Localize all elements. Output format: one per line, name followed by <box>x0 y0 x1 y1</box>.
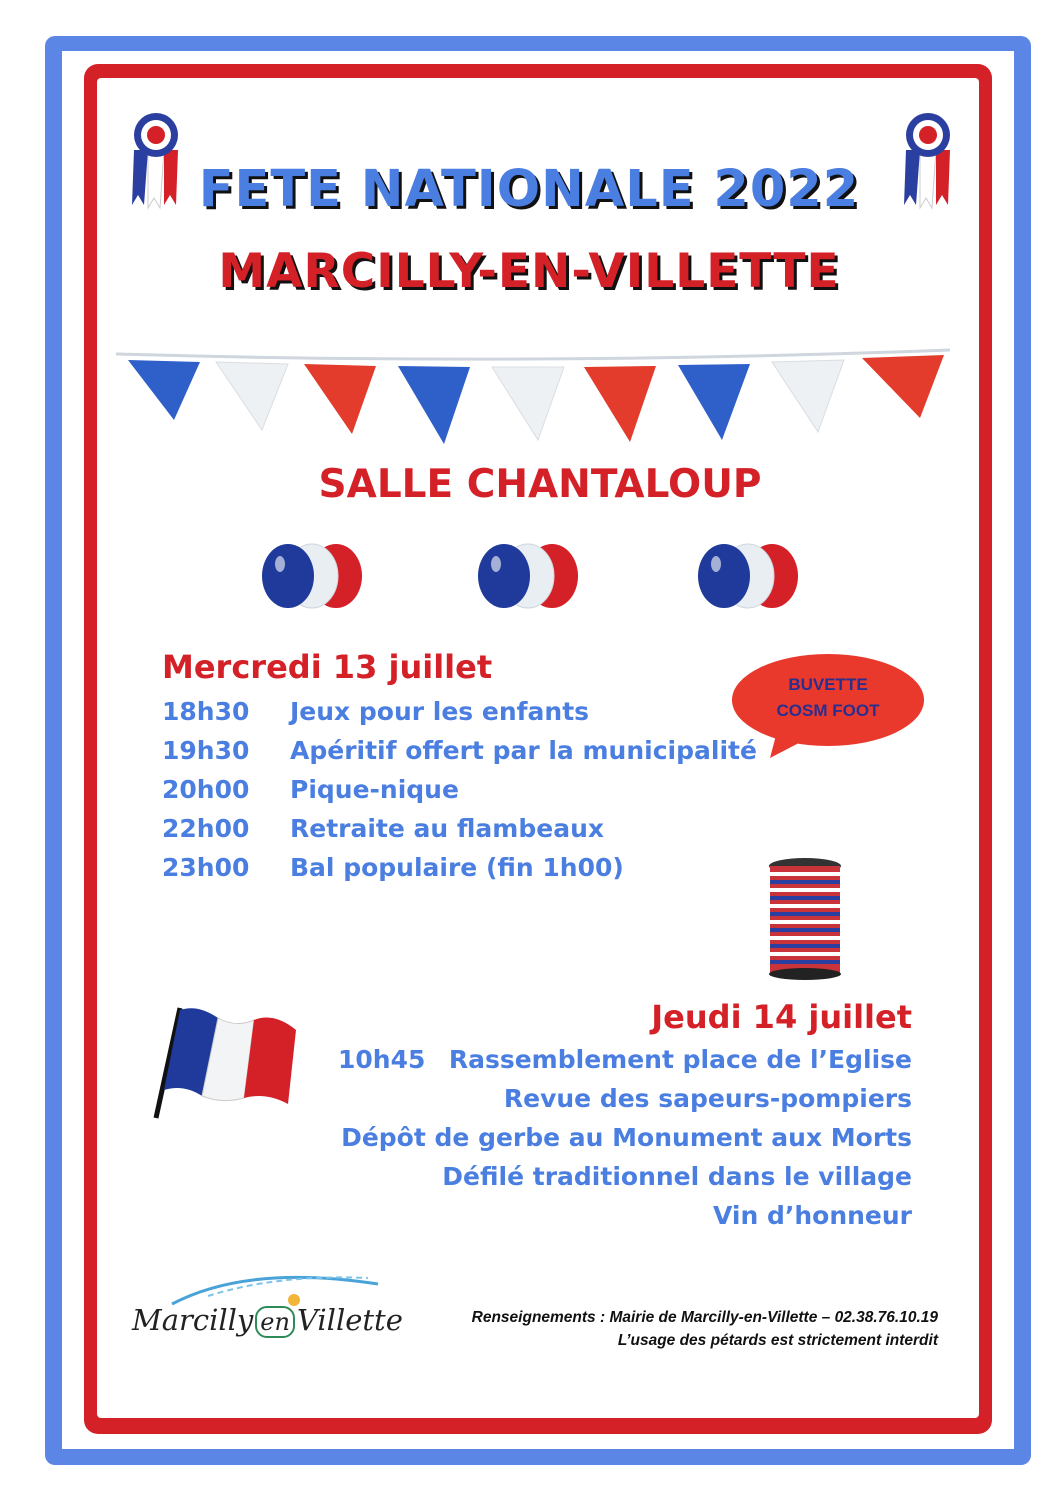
schedule-row <box>162 736 757 775</box>
footer-info <box>472 1306 938 1352</box>
page-subtitle: MARCILLY-EN-VILLETTE <box>218 244 840 299</box>
lantern-icon <box>760 856 850 982</box>
logo <box>132 1303 403 1337</box>
schedule-time: 19h30 <box>162 736 250 765</box>
day-13-title: Mercredi 13 juillet <box>162 648 493 686</box>
bubble-line-2: COSM FOOT <box>776 701 880 720</box>
balloon-icon-3 <box>694 540 804 620</box>
schedule-label: Retraite au flambeaux <box>290 814 605 843</box>
schedule-time: 20h00 <box>162 775 250 804</box>
bubble-text <box>730 672 926 724</box>
schedule-label: Dépôt de gerbe au Monument aux Morts <box>341 1123 912 1152</box>
day-14-schedule <box>341 1045 912 1240</box>
schedule-time: 10h45 <box>338 1045 426 1074</box>
schedule-row <box>162 697 757 736</box>
schedule-label: Jeux pour les enfants <box>290 697 590 726</box>
logo-text-mid: en <box>255 1306 295 1338</box>
schedule-label: Défilé traditionnel dans le village <box>442 1162 912 1191</box>
page-title: FETE NATIONALE 2022 <box>198 160 860 219</box>
day-14-title: Jeudi 14 juillet <box>651 998 912 1036</box>
footer-info-line-2: L’usage des pétards est strictement interdit <box>617 1332 938 1349</box>
schedule-label: Vin d’honneur <box>712 1201 912 1230</box>
bunting-icon <box>108 340 958 450</box>
logo-text-left: Marcilly <box>132 1303 254 1337</box>
balloon-icon-2 <box>474 540 584 620</box>
schedule-time: 18h30 <box>162 697 250 726</box>
schedule-time: 23h00 <box>162 853 250 882</box>
bubble-line-1: BUVETTE <box>788 675 868 694</box>
schedule-label: Rassemblement place de l’Eglise <box>448 1045 912 1074</box>
footer-info-line-1: Renseignements : Mairie de Marcilly-en-Villette – 02.38.76.10.19 <box>471 1309 938 1326</box>
schedule-row <box>162 775 757 814</box>
schedule-label: Bal populaire (fin 1h00) <box>290 853 624 882</box>
balloon-icon-1 <box>258 540 368 620</box>
flag-icon <box>150 1000 300 1124</box>
schedule-time: 22h00 <box>162 814 250 843</box>
day-13-schedule <box>162 697 757 892</box>
schedule-label: Revue des sapeurs-pompiers <box>503 1084 912 1113</box>
schedule-row <box>162 853 757 892</box>
schedule-label: Apéritif offert par la municipalité <box>290 736 757 765</box>
logo-text-right: Villette <box>296 1303 403 1337</box>
schedule-label: Pique-nique <box>290 775 459 804</box>
schedule-row <box>162 814 757 853</box>
venue-title: SALLE CHANTALOUP <box>318 462 762 507</box>
